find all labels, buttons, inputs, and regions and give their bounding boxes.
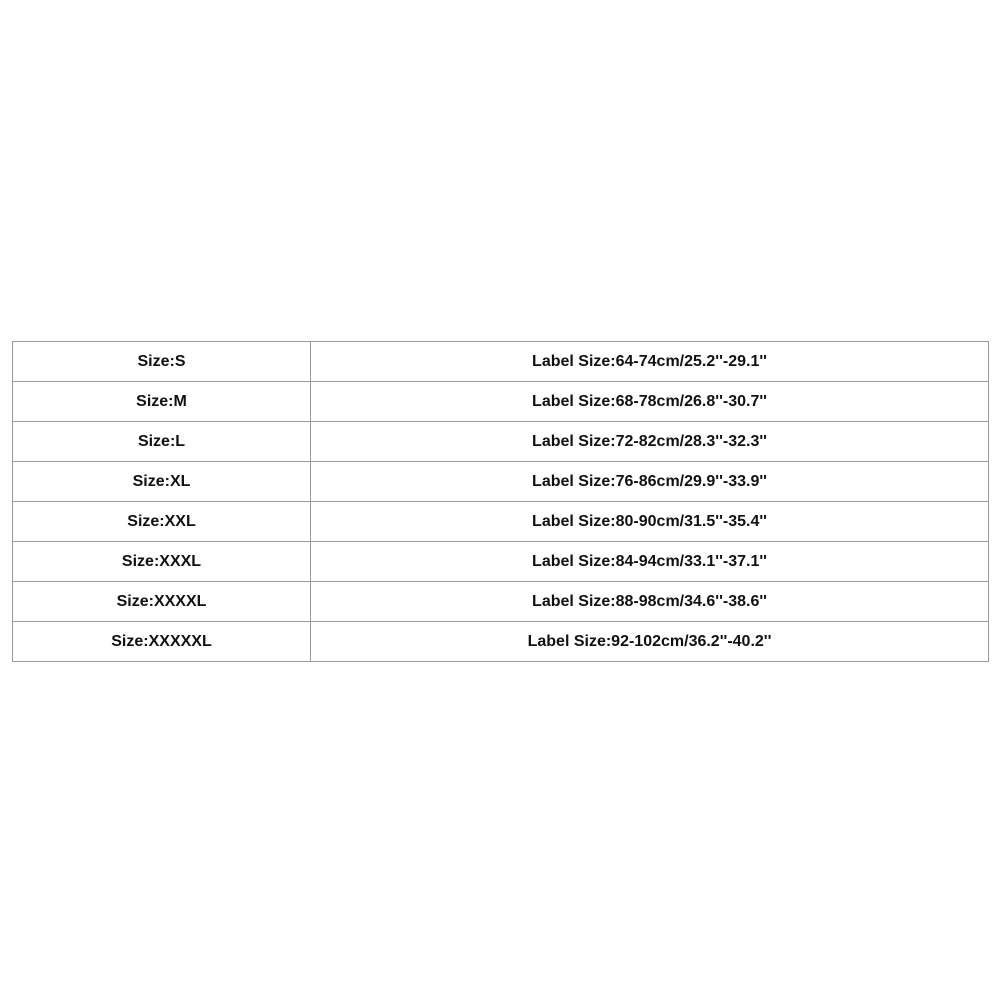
label-size-cell: Label Size:76-86cm/29.9''-33.9''	[311, 462, 989, 502]
size-cell: Size:L	[13, 422, 311, 462]
table-row	[13, 542, 989, 582]
size-cell: Size:XXL	[13, 502, 311, 542]
label-size-cell: Label Size:80-90cm/31.5''-35.4''	[311, 502, 989, 542]
size-cell: Size:M	[13, 382, 311, 422]
table-row	[13, 382, 989, 422]
table-row	[13, 582, 989, 622]
label-size-cell: Label Size:84-94cm/33.1''-37.1''	[311, 542, 989, 582]
label-size-cell: Label Size:68-78cm/26.8''-30.7''	[311, 382, 989, 422]
table-row	[13, 462, 989, 502]
table-row	[13, 622, 989, 662]
size-cell: Size:S	[13, 342, 311, 382]
label-size-cell: Label Size:88-98cm/34.6''-38.6''	[311, 582, 989, 622]
size-cell: Size:XXXL	[13, 542, 311, 582]
label-size-cell: Label Size:64-74cm/25.2''-29.1''	[311, 342, 989, 382]
size-cell: Size:XXXXL	[13, 582, 311, 622]
table-row	[13, 422, 989, 462]
label-size-cell: Label Size:92-102cm/36.2''-40.2''	[311, 622, 989, 662]
table-row	[13, 342, 989, 382]
size-cell: Size:XXXXXL	[13, 622, 311, 662]
size-chart-table	[12, 341, 989, 662]
size-cell: Size:XL	[13, 462, 311, 502]
table-row	[13, 502, 989, 542]
label-size-cell: Label Size:72-82cm/28.3''-32.3''	[311, 422, 989, 462]
